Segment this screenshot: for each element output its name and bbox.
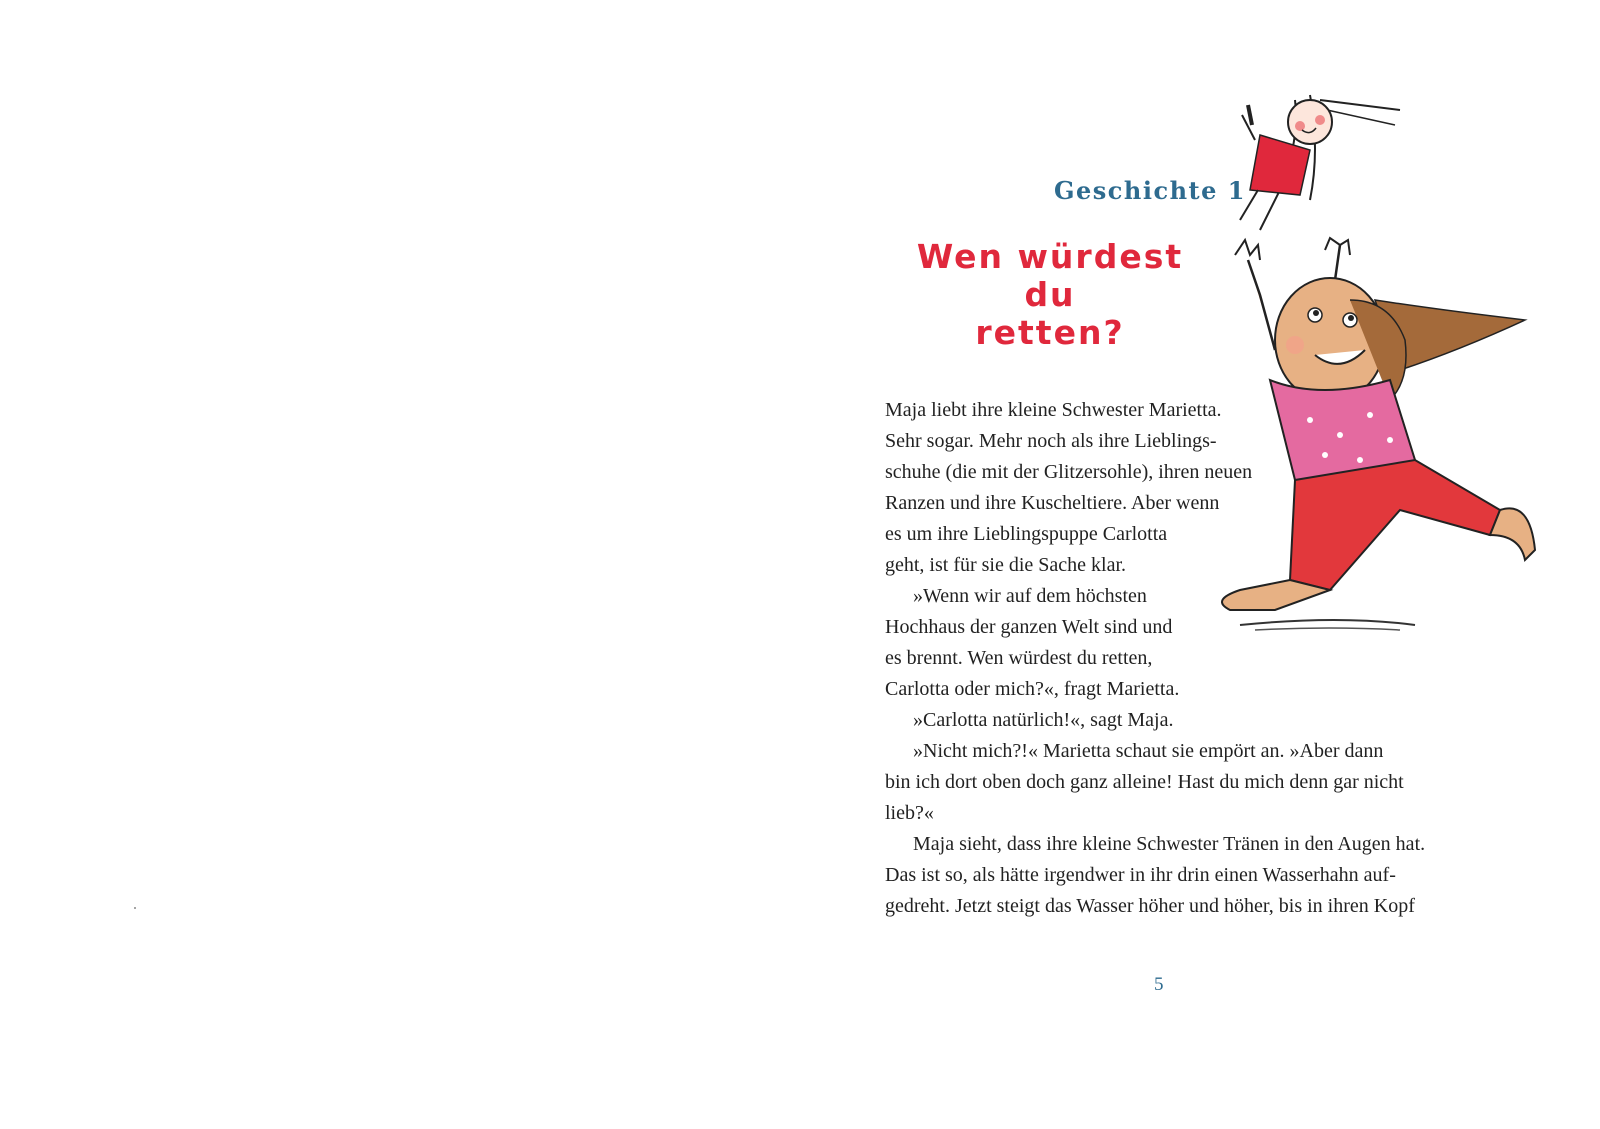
body-text-line: Maja liebt ihre kleine Schwester Marietta. xyxy=(885,399,1222,421)
body-text-line: Hochhaus der ganzen Welt sind und xyxy=(885,616,1173,638)
body-text-line: schuhe (die mit der Glitzersohle), ihren neuen xyxy=(885,461,1253,483)
body-text-line: Das ist so, als hätte irgendwer in ihr drin einen Wasserhahn auf- xyxy=(885,864,1396,886)
paper-speck xyxy=(134,907,136,909)
chapter-title-line-2: retten? xyxy=(975,313,1125,352)
story-label: Geschichte 1 xyxy=(1054,176,1246,205)
body-text-line: Carlotta oder mich?«, fragt Marietta. xyxy=(885,678,1180,700)
body-text-line: »Nicht mich?!« Marietta schaut sie empört an. »Aber dann xyxy=(913,740,1384,762)
body-text-line: geht, ist für sie die Sache klar. xyxy=(885,554,1127,576)
body-text-line: lieb?« xyxy=(885,802,934,824)
body-text-line: bin ich dort oben doch ganz alleine! Hast du mich denn gar nicht xyxy=(885,771,1404,793)
body-text-line: Sehr sogar. Mehr noch als ihre Lieblings- xyxy=(885,430,1217,452)
girl-throwing-doll-illustration xyxy=(1200,80,1550,650)
right-page xyxy=(800,0,1600,1129)
chapter-title xyxy=(900,238,1200,352)
body-text-line: Maja sieht, dass ihre kleine Schwester Tränen in den Augen hat. xyxy=(913,833,1426,855)
body-text-line: »Carlotta natürlich!«, sagt Maja. xyxy=(913,709,1174,731)
doll-illustration xyxy=(1240,95,1400,230)
body-text-line: gedreht. Jetzt steigt das Wasser höher und höher, bis in ihren Kopf xyxy=(885,895,1415,917)
body-text-line: es um ihre Lieblingspuppe Carlotta xyxy=(885,523,1168,545)
body-text-line: Ranzen und ihre Kuscheltiere. Aber wenn xyxy=(885,492,1220,514)
body-text-line: »Wenn wir auf dem höchsten xyxy=(913,585,1147,607)
chapter-title-line-1: Wen würdest du xyxy=(916,237,1184,314)
body-text-line: es brennt. Wen würdest du retten, xyxy=(885,647,1153,669)
page-number: 5 xyxy=(1154,974,1164,995)
